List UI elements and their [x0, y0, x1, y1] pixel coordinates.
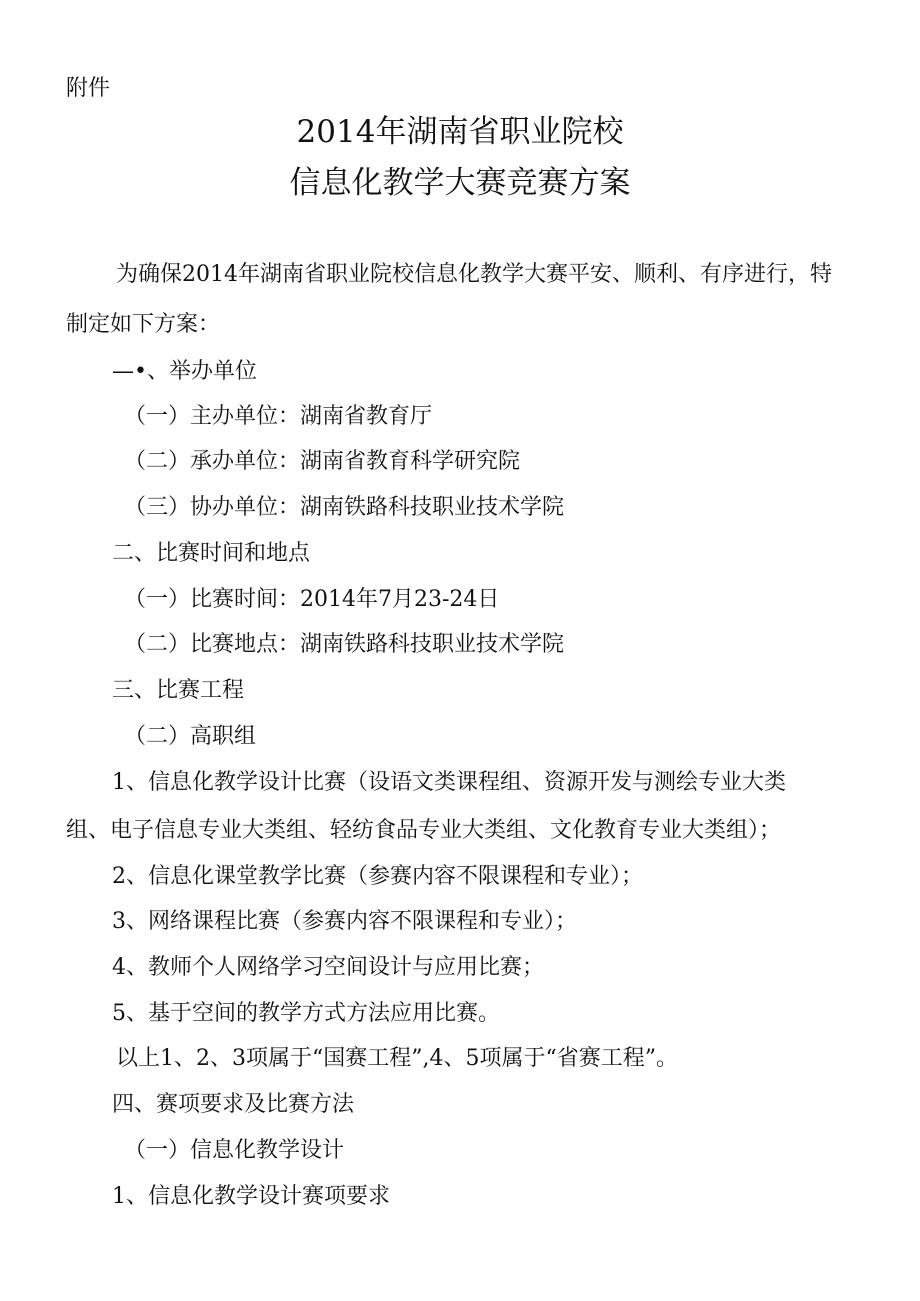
section-3-item-2: 2、信息化课堂教学比赛（参赛内容不限课程和专业）；: [112, 864, 643, 889]
section-4-item-1: 1、信息化教学设计赛项要求: [112, 1184, 390, 1209]
section-2-item-2: （二）比赛地点：湖南铁路科技职业技术学院: [124, 632, 565, 657]
section-3-note: 以上1、2、3项属于“国赛工程”,4、5项属于“省赛工程”。: [116, 1046, 678, 1071]
section-1-item-1: （一）主办单位：湖南省教育厅: [124, 404, 433, 429]
section-3-subheading: （二）高职组: [124, 724, 257, 749]
section-1-item-2: （二）承办单位：湖南省教育科学研究院: [124, 449, 521, 474]
section-3-heading: 三、比赛工程: [112, 678, 245, 703]
section-2-item-1: （一）比赛时间：2014年7月23-24日: [124, 587, 500, 612]
section-3-item-5: 5、基于空间的教学方式方法应用比赛。: [112, 1001, 500, 1026]
section-1-heading: —•、举办单位: [112, 359, 257, 384]
section-3-item-4: 4、教师个人网络学习空间设计与应用比赛；: [112, 955, 544, 980]
title-line-1: 2014年湖南省职业院校: [296, 114, 624, 150]
section-2-heading: 二、比赛时间和地点: [112, 541, 311, 566]
section-3-item-3: 3、网络课程比赛（参赛内容不限课程和专业）；: [112, 909, 577, 934]
intro-paragraph-line-2: 制定如下方案：: [66, 312, 221, 337]
section-1-item-3: （三）协办单位：湖南铁路科技职业技术学院: [124, 495, 565, 520]
section-3-item-1-line-1: 1、信息化教学设计比赛（设语文类课程组、资源开发与测绘专业大类: [112, 770, 786, 795]
title-line-2: 信息化教学大赛竞赛方案: [289, 165, 631, 201]
section-4-heading: 四、赛项要求及比赛方法: [112, 1092, 355, 1117]
section-3-item-1-line-2: 组、电子信息专业大类组、轻纺食品专业大类组、文化教育专业大类组）；: [66, 818, 782, 843]
intro-paragraph-line-1: 为确保2014年湖南省职业院校信息化教学大赛平安、顺利、有序进行，特: [116, 262, 832, 287]
section-4-subheading: （一）信息化教学设计: [124, 1138, 345, 1163]
attachment-label: 附件: [66, 76, 111, 101]
